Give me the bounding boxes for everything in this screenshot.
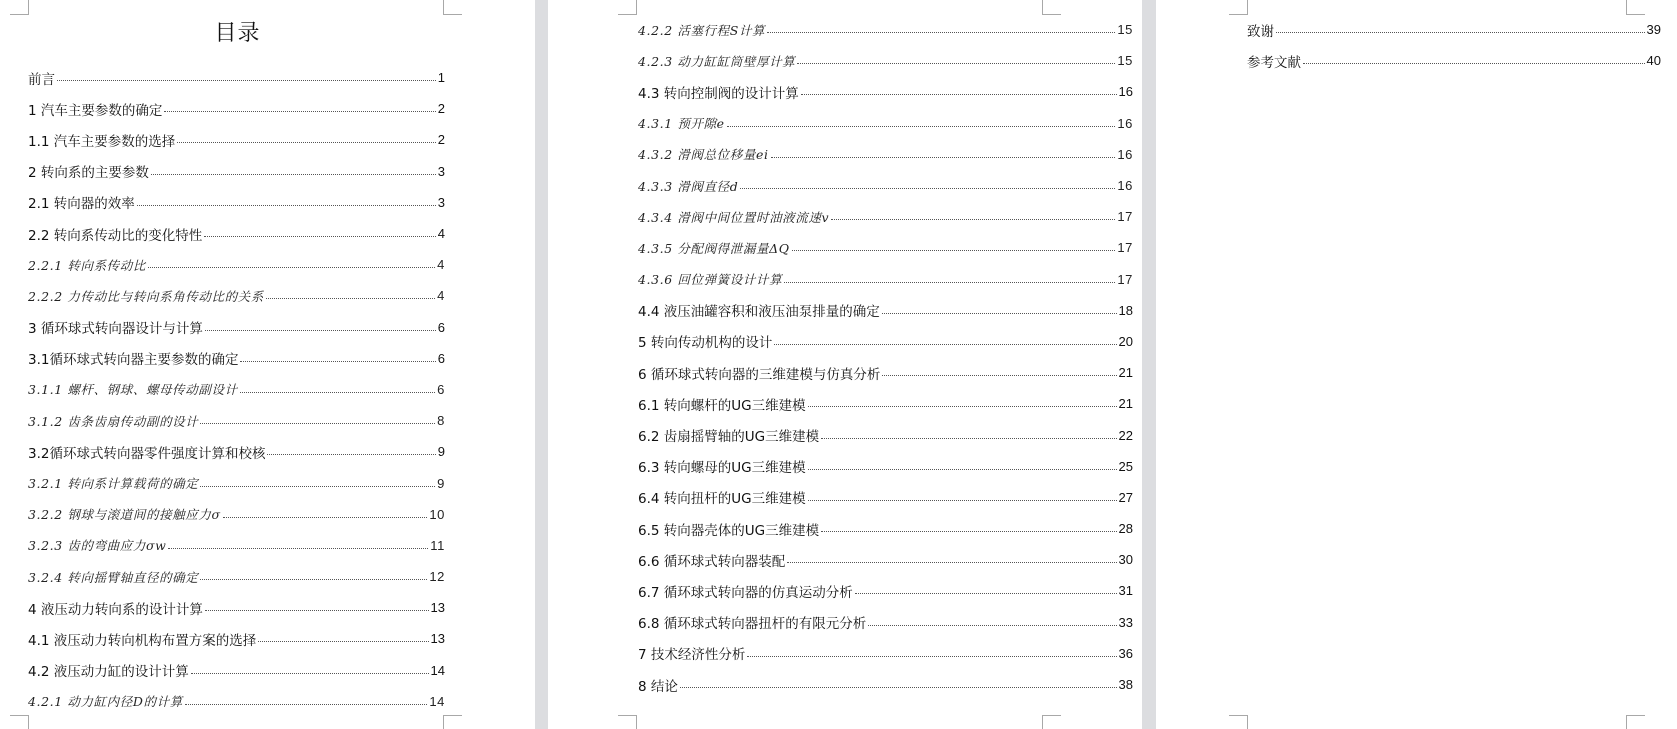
- toc-entry[interactable]: [28, 249, 445, 280]
- toc-page-number: 25: [1118, 458, 1133, 474]
- toc-entry-title: 6.6 循环球式转向器装配: [638, 553, 786, 570]
- toc-entry-title: 3 循环球式转向器设计与计算: [28, 321, 203, 338]
- toc-dot-leader: [882, 375, 1116, 376]
- toc-page-number: 39: [1646, 22, 1661, 38]
- toc-entry-title: 4.3.2 滑阀总位移量ei: [638, 147, 769, 163]
- toc-entry-title: 4.3.5 分配阀得泄漏量ΔQ: [638, 240, 790, 256]
- toc-page-number: 21: [1118, 365, 1133, 381]
- toc-dot-leader: [266, 298, 435, 299]
- document-page-3: [1156, 0, 1677, 729]
- toc-dot-leader: [784, 282, 1115, 283]
- page-corner-mark: [1229, 0, 1248, 15]
- toc-dot-leader: [258, 641, 428, 642]
- toc-page-number: 31: [1118, 583, 1133, 599]
- toc-entry-title: 6.2 齿扇摇臂轴的UG三维建模: [638, 429, 820, 446]
- toc-entry-title: 2.2 转向系传动比的变化特性: [28, 227, 203, 244]
- toc-dot-leader: [797, 63, 1115, 64]
- toc-dot-leader: [200, 579, 427, 580]
- toc-page-number: 15: [1117, 53, 1133, 69]
- toc-page-number: 16: [1117, 146, 1133, 162]
- toc-page-number: 11: [430, 537, 445, 553]
- toc-entry-title: 6.7 循环球式转向器的仿真运动分析: [638, 584, 853, 601]
- toc-entry-title: 6.5 转向器壳体的UG三维建模: [638, 522, 820, 539]
- toc-page-number: 12: [429, 569, 445, 585]
- document-page-2: [548, 0, 1142, 729]
- toc-dot-leader: [767, 32, 1115, 33]
- toc-page-number: 30: [1118, 552, 1133, 568]
- toc-dot-leader: [200, 423, 435, 424]
- toc-dot-leader: [205, 610, 429, 611]
- toc-dot-leader: [240, 392, 435, 393]
- toc-entry[interactable]: [638, 201, 1133, 232]
- toc-page-number: 4: [437, 226, 445, 242]
- toc-dot-leader: [808, 500, 1117, 501]
- toc-entry[interactable]: [638, 513, 1133, 544]
- toc-entry[interactable]: [638, 108, 1133, 139]
- toc-entry-title: 3.2.3 齿的弯曲应力σw: [28, 538, 167, 554]
- toc-entry[interactable]: [28, 62, 445, 93]
- toc-page-number: 36: [1118, 645, 1133, 661]
- toc-page-number: 17: [1117, 271, 1133, 287]
- toc-page-number: 17: [1117, 209, 1133, 225]
- toc-entry-title: 1 汽车主要参数的确定: [28, 102, 163, 119]
- toc-entry[interactable]: [638, 14, 1133, 45]
- toc-entry-title: 4.2.2 活塞行程S计算: [638, 22, 766, 38]
- toc-list-page-1: [28, 62, 445, 717]
- toc-entry[interactable]: [28, 124, 445, 155]
- toc-dot-leader: [223, 517, 428, 518]
- toc-entry[interactable]: [638, 357, 1133, 388]
- toc-page-number: 9: [437, 444, 445, 460]
- toc-dot-leader: [821, 531, 1116, 532]
- toc-entry-title: 4 液压动力转向系的设计计算: [28, 601, 203, 618]
- page-corner-mark: [1626, 715, 1645, 729]
- toc-entry[interactable]: [1247, 14, 1661, 45]
- toc-page-number: 14: [430, 662, 445, 678]
- toc-entry[interactable]: [28, 499, 445, 530]
- toc-dot-leader: [168, 548, 428, 549]
- page-corner-mark: [443, 715, 462, 729]
- page-corner-mark: [1626, 0, 1645, 15]
- toc-dot-leader: [191, 673, 429, 674]
- toc-entry[interactable]: [28, 436, 445, 467]
- toc-entry-title: 5 转向传动机构的设计: [638, 335, 773, 352]
- toc-dot-leader: [740, 188, 1115, 189]
- toc-entry-title: 6.8 循环球式转向器扭杆的有限元分析: [638, 616, 867, 633]
- toc-entry-title: 4.3.4 滑阀中间位置时油液流速v: [638, 209, 830, 225]
- page-corner-mark: [1042, 0, 1061, 15]
- toc-page-number: 16: [1117, 178, 1133, 194]
- toc-entry-title: 6.3 转向螺母的UG三维建模: [638, 460, 806, 477]
- toc-entry-title: 参考文献: [1247, 54, 1301, 71]
- toc-entry-title: 3.1.2 齿条齿扇传动副的设计: [28, 413, 199, 429]
- toc-page-number: 13: [430, 600, 445, 616]
- toc-page-number: 33: [1118, 614, 1133, 630]
- page-corner-mark: [1229, 715, 1248, 729]
- toc-title: 目录: [214, 21, 261, 46]
- toc-entry-title: 6.4 转向扭杆的UG三维建模: [638, 491, 806, 508]
- toc-dot-leader: [1303, 63, 1645, 64]
- toc-dot-leader: [787, 562, 1116, 563]
- toc-page-number: 15: [1117, 22, 1133, 38]
- toc-entry-title: 4.3.1 预开隙e: [638, 116, 725, 132]
- toc-entry[interactable]: [638, 669, 1133, 700]
- toc-entry-title: 2.2.1 转向系传动比: [28, 257, 146, 273]
- toc-page-number: 28: [1118, 521, 1133, 537]
- toc-page-number: 4: [437, 288, 445, 304]
- toc-entry-title: 4.3 转向控制阀的设计计算: [638, 85, 799, 102]
- toc-list-page-2: [638, 14, 1133, 700]
- toc-dot-leader: [792, 250, 1116, 251]
- toc-dot-leader: [137, 205, 436, 206]
- toc-entry[interactable]: [638, 170, 1133, 201]
- toc-entry[interactable]: [638, 326, 1133, 357]
- toc-dot-leader: [148, 267, 435, 268]
- toc-entry[interactable]: [638, 607, 1133, 638]
- page-corner-mark: [443, 0, 462, 15]
- toc-dot-leader: [200, 486, 435, 487]
- toc-entry[interactable]: [28, 623, 445, 654]
- toc-dot-leader: [1276, 32, 1645, 33]
- toc-entry-title: 2.1 转向器的效率: [28, 196, 135, 213]
- toc-entry[interactable]: [638, 638, 1133, 669]
- toc-entry-title: 4.2.3 动力缸缸筒壁厚计算: [638, 53, 796, 69]
- toc-entry-title: 1.1 汽车主要参数的选择: [28, 133, 176, 150]
- toc-page-number: 6: [437, 350, 445, 366]
- toc-page-number: 40: [1646, 53, 1661, 69]
- toc-entry[interactable]: [638, 419, 1133, 450]
- toc-dot-leader: [771, 157, 1116, 158]
- toc-entry-title: 3.2循环球式转向器零件强度计算和校核: [28, 445, 266, 462]
- toc-list-page-3: [1247, 14, 1661, 76]
- toc-dot-leader: [821, 438, 1116, 439]
- toc-entry[interactable]: [638, 232, 1133, 263]
- toc-entry-title: 4.3.6 回位弹簧设计计算: [638, 272, 783, 288]
- toc-entry-title: 前言: [28, 71, 55, 88]
- toc-page-number: 1: [437, 70, 445, 86]
- toc-entry[interactable]: [638, 544, 1133, 575]
- toc-page-number: 14: [429, 693, 445, 709]
- page-corner-mark: [10, 715, 29, 729]
- toc-page-number: 3: [437, 194, 445, 210]
- toc-entry-title: 致谢: [1247, 23, 1274, 40]
- toc-entry[interactable]: [28, 280, 445, 311]
- toc-entry[interactable]: [638, 388, 1133, 419]
- toc-dot-leader: [747, 656, 1116, 657]
- toc-page-number: 21: [1118, 396, 1133, 412]
- toc-entry-title: 3.1.1 螺杆、钢球、螺母传动副设计: [28, 382, 238, 398]
- toc-entry[interactable]: [28, 686, 445, 717]
- page-corner-mark: [618, 715, 637, 729]
- toc-entry-title: 2 转向系的主要参数: [28, 165, 149, 182]
- toc-dot-leader: [882, 313, 1117, 314]
- toc-entry[interactable]: [28, 655, 445, 686]
- toc-page-number: 3: [437, 163, 445, 179]
- toc-entry-title: 8 结论: [638, 678, 678, 695]
- toc-entry[interactable]: [28, 156, 445, 187]
- toc-dot-leader: [164, 111, 435, 112]
- toc-dot-leader: [151, 174, 436, 175]
- toc-dot-leader: [185, 704, 428, 705]
- toc-entry[interactable]: [28, 93, 445, 124]
- toc-page-number: 6: [437, 319, 445, 335]
- toc-page-number: 27: [1118, 489, 1133, 505]
- toc-dot-leader: [808, 469, 1117, 470]
- toc-page-number: 18: [1118, 302, 1133, 318]
- toc-entry-title: 3.2.4 转向摇臂轴直径的确定: [28, 569, 199, 585]
- toc-entry-title: 4.1 液压动力转向机构布置方案的选择: [28, 632, 257, 649]
- toc-page-number: 6: [437, 381, 445, 397]
- toc-entry[interactable]: [28, 312, 445, 343]
- toc-entry[interactable]: [28, 530, 445, 561]
- toc-dot-leader: [205, 330, 436, 331]
- toc-page-number: 16: [1117, 115, 1133, 131]
- toc-dot-leader: [831, 219, 1115, 220]
- toc-entry-title: 3.2.1 转向系计算载荷的确定: [28, 476, 199, 492]
- toc-dot-leader: [808, 406, 1117, 407]
- toc-dot-leader: [868, 625, 1116, 626]
- toc-entry[interactable]: [28, 592, 445, 623]
- toc-entry[interactable]: [638, 45, 1133, 76]
- toc-page-number: 4: [437, 257, 445, 273]
- toc-entry[interactable]: [638, 76, 1133, 107]
- toc-page-number: 2: [437, 132, 445, 148]
- toc-dot-leader: [855, 593, 1117, 594]
- page-corner-mark: [1042, 715, 1061, 729]
- toc-entry[interactable]: [28, 467, 445, 498]
- toc-page-number: 9: [437, 475, 445, 491]
- toc-entry[interactable]: [28, 218, 445, 249]
- toc-entry[interactable]: [638, 482, 1133, 513]
- toc-page-number: 38: [1118, 677, 1133, 693]
- page-corner-mark: [618, 0, 637, 15]
- toc-page-number: 22: [1118, 427, 1133, 443]
- toc-entry[interactable]: [638, 575, 1133, 606]
- toc-page-number: 8: [437, 413, 445, 429]
- toc-entry[interactable]: [1247, 45, 1661, 76]
- toc-dot-leader: [57, 80, 436, 81]
- document-page-1: [0, 0, 535, 729]
- toc-page-number: 20: [1118, 333, 1133, 349]
- toc-entry-title: 6.1 转向螺杆的UG三维建模: [638, 397, 806, 414]
- toc-entry[interactable]: [28, 405, 445, 436]
- toc-dot-leader: [240, 361, 435, 362]
- toc-dot-leader: [177, 142, 436, 143]
- toc-entry-title: 2.2.2 力传动比与转向系角传动比的关系: [28, 288, 264, 304]
- toc-page-number: 16: [1118, 84, 1133, 100]
- page-corner-mark: [10, 0, 29, 15]
- toc-entry-title: 4.2.1 动力缸内径D的计算: [28, 694, 183, 710]
- toc-dot-leader: [774, 344, 1116, 345]
- toc-page-number: 17: [1117, 240, 1133, 256]
- toc-entry-title: 4.4 液压油罐容积和液压油泵排量的确定: [638, 304, 880, 321]
- toc-dot-leader: [727, 126, 1116, 127]
- toc-entry-title: 4.2 液压动力缸的设计计算: [28, 664, 189, 681]
- toc-entry[interactable]: [638, 295, 1133, 326]
- toc-entry[interactable]: [28, 374, 445, 405]
- toc-page-number: 2: [437, 101, 445, 117]
- toc-entry[interactable]: [638, 264, 1133, 295]
- toc-entry-title: 3.1循环球式转向器主要参数的确定: [28, 352, 239, 369]
- toc-dot-leader: [680, 687, 1117, 688]
- toc-page-number: 13: [430, 631, 445, 647]
- toc-entry[interactable]: [28, 561, 445, 592]
- toc-dot-leader: [267, 454, 435, 455]
- toc-dot-leader: [801, 94, 1117, 95]
- toc-entry-title: 3.2.2 钢球与滚道间的接触应力σ: [28, 507, 221, 523]
- toc-entry[interactable]: [28, 187, 445, 218]
- toc-entry-title: 6 循环球式转向器的三维建模与仿真分析: [638, 366, 881, 383]
- toc-dot-leader: [204, 236, 436, 237]
- toc-entry-title: 4.3.3 滑阀直径d: [638, 178, 739, 194]
- toc-entry-title: 7 技术经济性分析: [638, 647, 746, 664]
- toc-page-number: 10: [429, 506, 445, 522]
- toc-entry[interactable]: [638, 451, 1133, 482]
- toc-entry[interactable]: [638, 139, 1133, 170]
- toc-entry[interactable]: [28, 343, 445, 374]
